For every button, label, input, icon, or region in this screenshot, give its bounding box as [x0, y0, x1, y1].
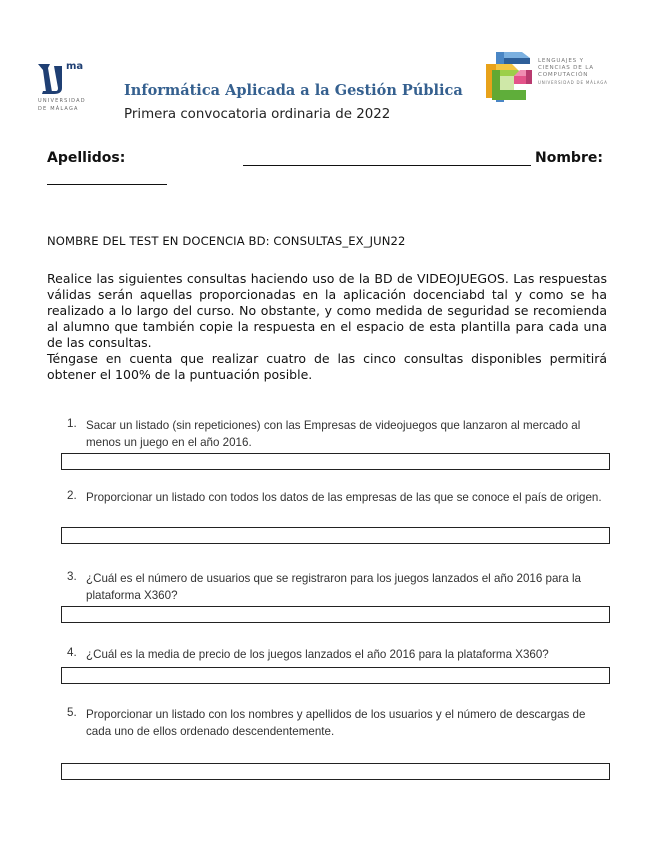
- name-label: Nombre:: [535, 150, 603, 166]
- question-text: Proporcionar un listado con todos los datos de las empresas de las que se conoce el país de origen.: [86, 491, 602, 504]
- lcc-text-line-1: LENGUAJES Y: [538, 58, 584, 64]
- uma-logo-text-line-2: DE MÁLAGA: [38, 106, 79, 112]
- question-number: 4.: [67, 646, 77, 659]
- department-logo-text: [538, 58, 608, 86]
- question-number: 3.: [67, 570, 77, 583]
- uma-logo-mark: ma: [66, 61, 84, 72]
- surname-field-line[interactable]: [243, 165, 531, 166]
- question-number: 2.: [67, 489, 77, 502]
- lcc-text-line-2: CIENCIAS DE LA: [538, 65, 594, 71]
- course-title: Informática Aplicada a la Gestión Pública: [124, 82, 463, 99]
- question-text: ¿Cuál es la media de precio de los juegos lanzados el año 2016 para la plataforma X360?: [86, 648, 549, 661]
- answer-box-1[interactable]: [61, 453, 610, 470]
- answer-box-4[interactable]: [61, 667, 610, 684]
- instructions-paragraph-2: Téngase en cuenta que realizar cuatro de las cinco consultas disponibles permitirá obtener el 100% de la puntuación posible.: [47, 351, 607, 382]
- question-text: Sacar un listado (sin repeticiones) con las Empresas de videojuegos que lanzaron al mercado al menos un juego en el año 2016.: [86, 419, 581, 449]
- question-text: Proporcionar un listado con los nombres y apellidos de los usuarios y el número de descargas de cada uno de ellos ordenado descendentemente.: [86, 708, 586, 738]
- name-field-line[interactable]: [47, 184, 167, 185]
- lcc-text-line-4: UNIVERSIDAD DE MÁLAGA: [538, 80, 608, 85]
- cube-logo-icon: [482, 46, 546, 108]
- university-logo: [36, 58, 100, 118]
- exam-call: Primera convocatoria ordinaria de 2022: [124, 107, 391, 122]
- answer-box-3[interactable]: [61, 606, 610, 623]
- surname-label: Apellidos:: [47, 150, 126, 166]
- department-logo: [482, 46, 546, 108]
- lcc-text-line-3: COMPUTACIÓN: [538, 72, 589, 78]
- instructions-paragraph-1: Realice las siguientes consultas haciendo uso de la BD de VIDEOJUEGOS. Las respuestas válidas serán aquellas proporcionadas en la aplicación docenciabd tal y como se ha realizado a lo largo del curso. No obstante, y como medida de seguridad se recomienda al alumno que también copie la respuesta en el espacio de esta plantilla para cada una de las consultas.: [47, 271, 607, 350]
- question-number: 5.: [67, 706, 77, 719]
- uma-logo-mark-icon: [36, 58, 100, 98]
- uma-logo-text-line-1: UNIVERSIDAD: [38, 98, 86, 104]
- test-name: NOMBRE DEL TEST EN DOCENCIA BD: CONSULTAS_EX_JUN22: [47, 234, 406, 248]
- answer-box-5[interactable]: [61, 763, 610, 780]
- answer-box-2[interactable]: [61, 527, 610, 544]
- question-number: 1.: [67, 417, 77, 430]
- question-text: ¿Cuál es el número de usuarios que se registraron para los juegos lanzados el año 2016 para la plataforma X360?: [86, 572, 581, 602]
- instructions: [47, 271, 607, 383]
